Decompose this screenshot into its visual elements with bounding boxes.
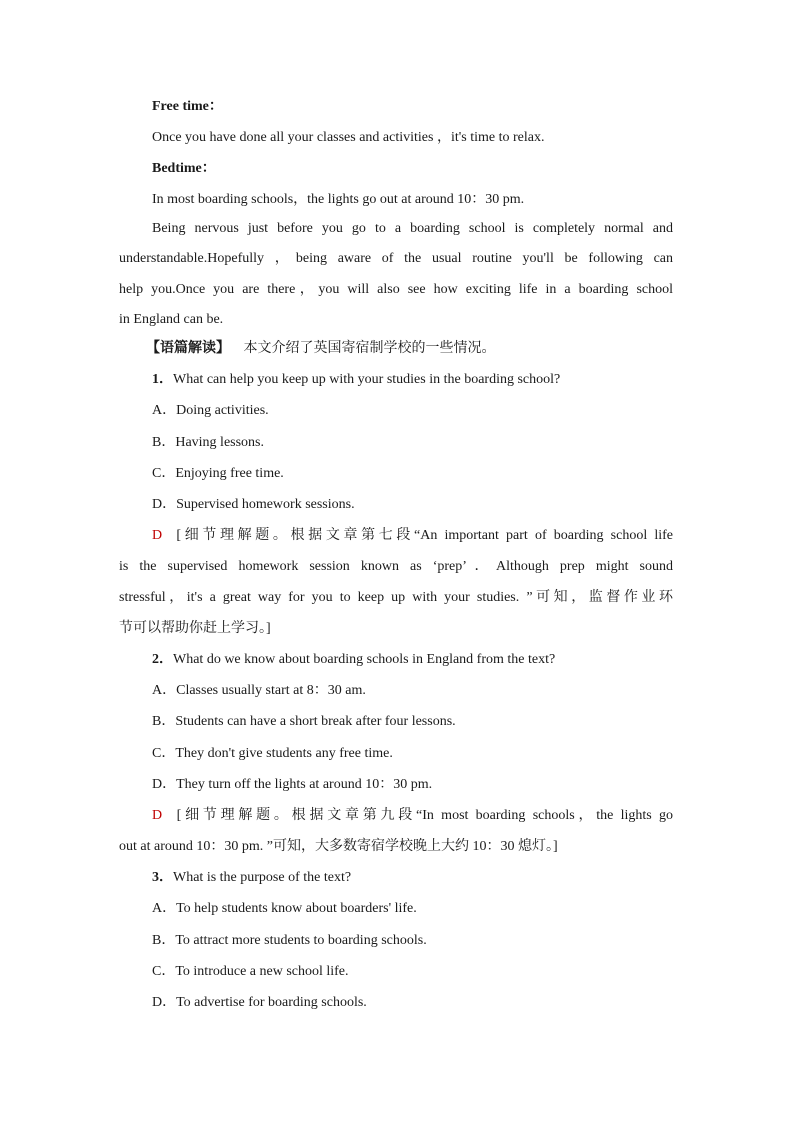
summary-text: 本文介绍了英国寄宿制学校的一些情况。 — [243, 341, 496, 356]
section-heading-bedtime: Bedtime： — [152, 161, 216, 176]
explanation-line: out at around 10：30 pm. ”可知，大多数寄宿学校晚上大约 10：30 熄灯。] — [119, 839, 558, 854]
option-b: B．To attract more students to boarding schools. — [152, 933, 427, 948]
option-c: C．They don't give students any free time. — [152, 746, 393, 761]
option-d: D．Supervised homework sessions. — [152, 497, 355, 512]
free-time-text: Once you have done all your classes and activities ，it's time to relax. — [152, 130, 545, 145]
summary — [146, 339, 496, 359]
explanation-text: [细节理解题。根据文章第九段“In most boarding schools，the lights go — [176, 808, 673, 823]
section-heading-free-time: Free time： — [152, 99, 223, 114]
question-number: 3． — [152, 870, 173, 885]
question-text: What do we know about boarding schools in England from the text? — [173, 652, 556, 667]
option-a: A．Doing activities. — [152, 403, 269, 418]
explanation-line: stressful，it's a great way for you to keep up with your studies. ”可知，监督作业环 — [119, 590, 673, 605]
option-d: D．They turn off the lights at around 10：30 pm. — [152, 777, 433, 792]
option-b: B．Students can have a short break after four lessons. — [152, 714, 456, 729]
option-c: C．To introduce a new school life. — [152, 964, 349, 979]
question-number: 1． — [152, 372, 173, 387]
option-b: B．Having lessons. — [152, 435, 264, 450]
closing-paragraph-line: help you.Once you are there，you will also see how exciting life in a boarding school — [119, 282, 673, 297]
explanation-line: 节可以帮助你赶上学习。] — [119, 621, 271, 636]
closing-paragraph-line: in England can be. — [119, 312, 224, 327]
question-stem — [152, 650, 555, 670]
summary-tag: 【语篇解读】 — [146, 341, 230, 356]
answer-letter: D — [152, 528, 163, 543]
option-a: A．Classes usually start at 8：30 am. — [152, 683, 366, 698]
explanation-line: is the supervised homework session known as ‘prep’．Although prep might sound — [119, 559, 673, 574]
question-stem — [152, 370, 560, 390]
explanation-line — [152, 806, 673, 826]
question-number: 2． — [152, 652, 173, 667]
question-stem — [152, 868, 351, 888]
explanation-text: [细节理解题。根据文章第七段“An important part of boarding school life — [176, 528, 673, 543]
question-text: What is the purpose of the text? — [173, 870, 352, 885]
question-text: What can help you keep up with your studies in the boarding school? — [173, 372, 561, 387]
answer-letter: D — [152, 808, 163, 823]
option-d: D．To advertise for boarding schools. — [152, 995, 367, 1010]
closing-paragraph-line: Being nervous just before you go to a boarding school is completely normal and — [152, 221, 673, 236]
option-c: C．Enjoying free time. — [152, 466, 284, 481]
closing-paragraph-line: understandable.Hopefully ，being aware of the usual routine you'll be following can — [119, 251, 673, 266]
bedtime-text: In most boarding schools，the lights go out at around 10：30 pm. — [152, 192, 525, 207]
explanation-line — [152, 526, 673, 546]
option-a: A．To help students know about boarders' life. — [152, 901, 417, 916]
